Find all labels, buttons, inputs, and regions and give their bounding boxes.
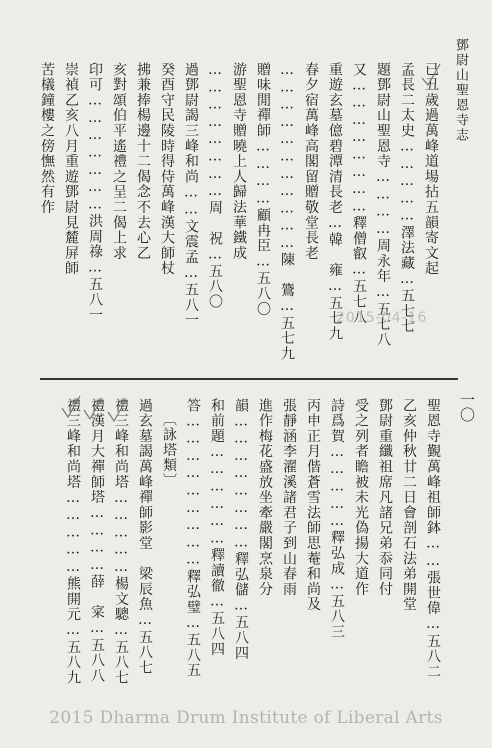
toc-line: 丙申正月偕蒼雪法師思菴和尚及 <box>305 398 321 613</box>
toc-line: 禮三峰和尚塔……………熊開元…五八九 <box>65 398 81 686</box>
toc-line: 已丑歲過萬峰道場拈五韻寄文起 <box>423 62 439 277</box>
toc-line: ……………………周 祝…五八〇 <box>207 62 223 310</box>
toc-line: 鄧尉重纖祖席凡諸兄弟忝同付 <box>377 398 393 597</box>
toc-line: 亥對頌伯平遙禮之呈二偈上求 <box>111 62 127 261</box>
checkmark-icon <box>82 396 104 422</box>
checkmark-icon <box>60 394 82 420</box>
toc-line: ……………………………陳 鷟…五七九 <box>279 62 295 362</box>
toc-line: 苦檥鐘樓之傍憮然有作 <box>39 62 55 215</box>
toc-line: 重遊玄墓億碧潭清長老…韓 雍…五七九 <box>327 62 343 342</box>
category-heading: 〔詠塔類〕 <box>161 412 177 489</box>
toc-line: 和前題………………釋讀徹…五八四 <box>209 398 225 657</box>
checkmark-icon <box>420 62 442 88</box>
toc-line: 乙亥仲秋廿二日會剖石法弟開堂 <box>401 398 417 613</box>
toc-line: 張靜涵李濯溪諸君子到山春雨 <box>281 398 297 597</box>
toc-line: 答………………………釋弘璧…五八五 <box>185 398 201 679</box>
toc-line: 詩爲賀……………釋弘成…五八三 <box>329 398 345 640</box>
bottom-toc-section <box>44 398 450 688</box>
running-header: 鄧尉山聖恩寺志 <box>453 38 468 143</box>
footer-watermark: 2015 Dharma Drum Institute of Liberal Arts <box>49 708 443 728</box>
toc-line: 孟長二太史……………澤法藏…五七七 <box>399 62 415 335</box>
checkmark-icon <box>106 398 128 424</box>
toc-line: 過鄧尉謁三峰和尚……文震孟…五八一 <box>183 62 199 329</box>
page-number: 一〇 <box>458 392 476 422</box>
toc-line: 韻……………………釋弘儲…五八四 <box>233 398 249 661</box>
toc-line: 禮漢月大禪師塔…………薛 寀…五八八 <box>89 398 105 684</box>
date-watermark: 2015-04-16 <box>336 310 428 326</box>
toc-line: 春夕宿萬峰高閣留贈敬堂長老 <box>303 62 319 261</box>
toc-line: 聖恩寺覲萬峰祖師鉢……張世偉…五八二 <box>425 398 441 680</box>
toc-line: 進作梅花盛放坐牽嚴閣烹泉分 <box>257 398 273 597</box>
toc-line: 游聖恩寺贈曉上人歸法華鐵成 <box>231 62 247 261</box>
toc-line: 印可…………………洪周祿…五八一 <box>87 62 103 323</box>
toc-line: 題鄧尉山聖恩寺…………周永年…五七八 <box>375 62 391 348</box>
toc-line: 贈味閒禪師…………顧冉臣…五八〇 <box>255 62 271 317</box>
toc-line: 過玄墓謁萬峰禪師影堂 梁辰魚…五八七 <box>137 398 153 676</box>
section-divider <box>40 378 458 380</box>
toc-line: 受之列者瞻被未光偽揚大道作 <box>353 398 369 597</box>
toc-line: 禮三峰和尚塔……………楊文驄…五八七 <box>113 398 129 686</box>
toc-line: 崇禎乙亥八月重遊鄧尉見麓屏師 <box>63 62 79 277</box>
toc-line: 癸酉守民陵時得侍萬峰漢大師杖 <box>159 62 175 277</box>
toc-line: 又……………………釋僧叡…五七八 <box>351 62 367 325</box>
toc-line: 拂兼捧楊邊十二偈念不去心乙 <box>135 62 151 261</box>
